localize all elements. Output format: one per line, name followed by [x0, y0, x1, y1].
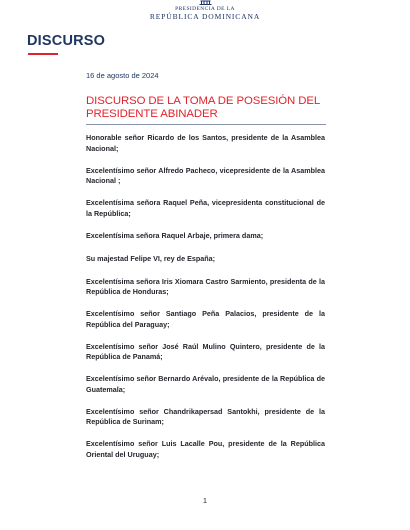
salutations-list	[86, 133, 325, 472]
salutation-item: Su majestad Felipe VI, rey de España;	[86, 253, 216, 263]
title-divider	[86, 124, 326, 125]
salutation-item: Excelentísima señora Raquel Peña, vicepresidenta constitucional de la República;	[86, 198, 325, 218]
page-number: 1	[202, 496, 208, 505]
document-header	[0, 0, 410, 26]
speech-title: DISCURSO DE LA TOMA DE POSESIÓN DEL PRESIDENTE ABINADER	[86, 95, 320, 120]
speech-date: 16 de agosto de 2024	[86, 71, 159, 80]
section-label: DISCURSO	[27, 33, 106, 49]
salutation-item: Excelentísimo señor Chandrikapersad Santokhi, presidente de la República de Surinam;	[86, 406, 325, 426]
header-line-republica: REPÚBLICA DOMINICANA	[149, 12, 261, 21]
salutation-item: Honorable señor Ricardo de los Santos, presidente de la Asamblea Nacional;	[86, 133, 325, 153]
salutation-item: Excelentísimo señor José Raúl Mulino Quintero, presidente de la República de Panamá;	[86, 341, 325, 361]
salutation-item: Excelentísimo señor Alfredo Pacheco, vicepresidente de la Asamblea Nacional ;	[86, 165, 325, 185]
salutation-item: Excelentísima señora Raquel Arbaje, primera dama;	[86, 230, 264, 240]
header-line-presidencia: PRESIDENCIA DE LA	[175, 6, 235, 12]
salutation-item: Excelentísima señora Iris Xiomara Castro Sarmiento, presidenta de la República de Honduras;	[86, 276, 325, 296]
salutation-item: Excelentísimo señor Bernardo Arévalo, presidente de la República de Guatemala;	[86, 374, 325, 394]
salutation-item: Excelentísimo señor Santiago Peña Palacios, presidente de la República del Paraguay;	[86, 309, 325, 329]
section-underline	[28, 53, 58, 55]
salutation-item: Excelentísimo señor Luis Lacalle Pou, presidente de la República Oriental del Uruguay;	[86, 439, 325, 459]
